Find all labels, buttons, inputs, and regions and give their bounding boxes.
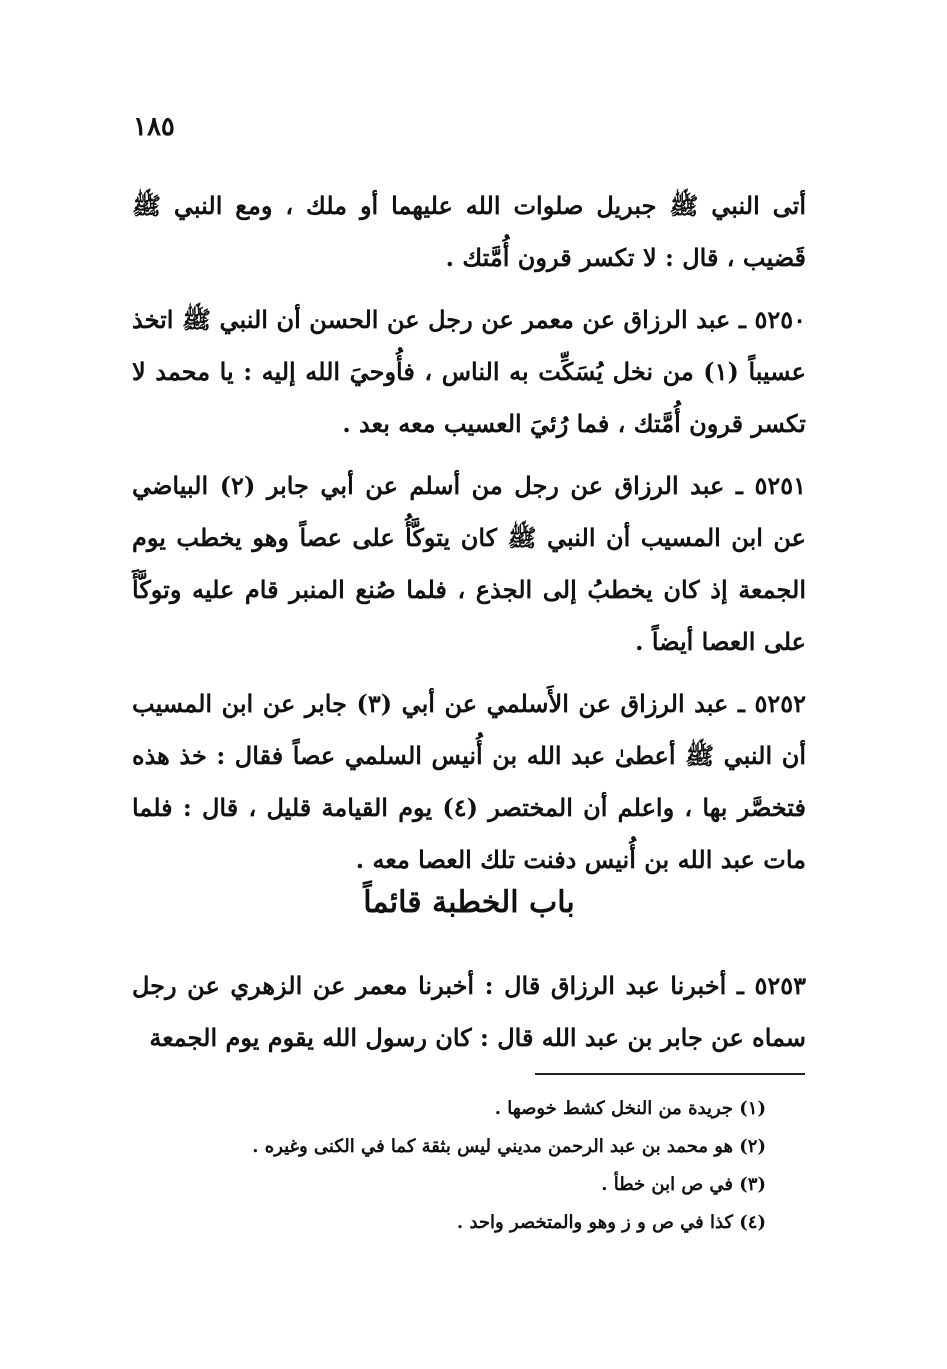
footnote-separator bbox=[535, 1073, 805, 1075]
footnote-3: (٣) في ص ابن خطأ . bbox=[601, 1174, 766, 1195]
page-number: ١٨٥ bbox=[133, 112, 175, 142]
footnotes bbox=[132, 1090, 766, 1242]
main-text-upper bbox=[132, 180, 806, 886]
footnote-1: (١) جريدة من النخل كشط خوصها . bbox=[494, 1098, 766, 1119]
footnote-4: (٤) كذا في ص و ز وهو والمتخصر واحد . bbox=[456, 1212, 766, 1233]
main-text-lower bbox=[132, 960, 806, 1064]
hadith-5250: ٥٢٥٠ ـ عبد الرزاق عن معمر عن رجل عن الحسن أن النبي ﷺ اتخذ عسيباً (١) من نخل يُسَكِّت به الناس ، فأُوحيَ الله إليه : يا محمد لا تكسر قرون أُمَّتك ، فما رُئيَ العسيب معه بعد . bbox=[132, 305, 806, 438]
footnote-2: (٢) هو محمد بن عبد الرحمن مديني ليس بثقة كما في الكنى وغيره . bbox=[252, 1136, 766, 1157]
paragraph-continuation: أتى النبي ﷺ جبريل صلوات الله عليهما أو ملك ، ومع النبي ﷺ قَضيب ، قال : لا تكسر قرون أُمَّتك . bbox=[132, 191, 806, 272]
hadith-5253: ٥٢٥٣ ـ أخبرنا عبد الرزاق قال : أخبرنا معمر عن الزهري عن رجل سماه عن جابر بن عبد الله قال : كان رسول الله يقوم يوم الجمعة bbox=[132, 971, 806, 1052]
hadith-5251: ٥٢٥١ ـ عبد الرزاق عن رجل من أسلم عن أبي جابر (٢) البياضي عن ابن المسيب أن النبي ﷺ كان يتوكَّأُ على عصاً وهو يخطب يوم الجمعة إذ كان يخطبُ إلى الجذع ، فلما صُنع المنبر قام عليه وتوكَّأَ على العصا أيضاً . bbox=[132, 471, 806, 656]
hadith-5252: ٥٢٥٢ ـ عبد الرزاق عن الأَسلمي عن أبي (٣) جابر عن ابن المسيب أن النبي ﷺ أعطىٰ عبد الله بن أُنيس السلمي عصاً فقال : خذ هذه فتخصَّر بها ، واعلم أن المختصر (٤) يوم القيامة قليل ، قال : فلما مات عبد الله بن أُنيس دفنت تلك العصا معه . bbox=[132, 689, 806, 874]
chapter-heading: باب الخطبة قائماً bbox=[363, 885, 575, 920]
